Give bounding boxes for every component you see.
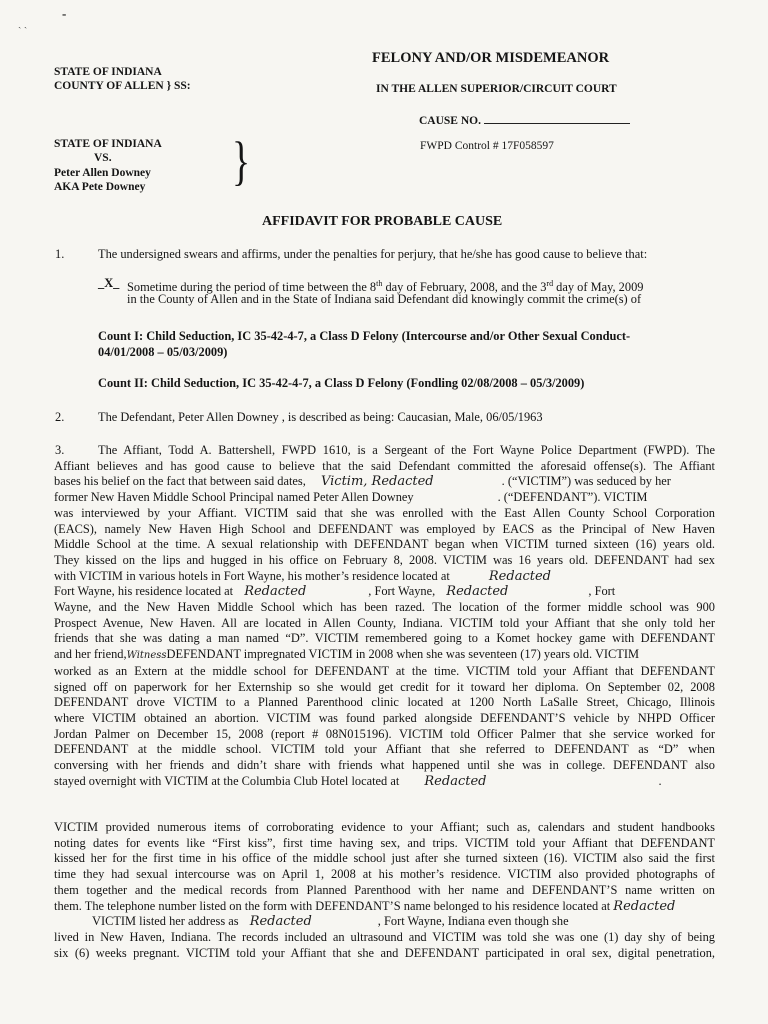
p4-line-text: them. The telephone number listed on the form with DEFENDANT’S name belonged to his residence located at	[54, 898, 611, 913]
p3-line: Middle School at the time. A sexual relationship with DEFENDANT began when VICTIM turned sixteen (16) years old.	[54, 537, 715, 552]
p3-line-text: DEFENDANT impregnated VICTIM in 2008 when she was seventeen (17) years old. VICTIM	[166, 647, 640, 662]
checkbox-x: _X_	[98, 276, 120, 290]
p4-line-text: , Fort Wayne, Indiana even though she	[377, 914, 569, 929]
date-range-text-a: Sometime during the period of time between the 8	[127, 280, 377, 295]
item-1-checkmark	[98, 276, 119, 292]
handwritten-redacted: Redacted	[613, 898, 676, 914]
court-name: IN THE ALLEN SUPERIOR/CIRCUIT COURT	[376, 83, 617, 95]
p3-line: Prospect Avenue, New Haven. All are located in Allen County, Indiana. VICTIM told your Affiant that she only told her	[54, 615, 715, 630]
item-1-number: 1.	[55, 247, 65, 261]
p3-line: Affiant believes and has good cause to believe that the said Defendant committed the aforesaid offense(s). The Affiant	[54, 458, 715, 473]
p4-line	[54, 914, 715, 930]
p3-line: (EACS), namely New Haven High School and DEFENDANT was employed by EACS as the Principal of New Haven	[54, 521, 715, 536]
p3-line: Wayne, and the New Haven Middle School which has been razed. The location of the former middle school was 900	[54, 600, 715, 615]
p3-line-text: Fort Wayne, his residence located at	[54, 584, 234, 599]
p3-line-text: , Fort Wayne,	[368, 584, 436, 599]
p3-line: conversing with her friends and didn’t share with friends what happened until she was in college. DEFENDANT also	[54, 758, 715, 773]
p4-line: time they had sexual intercourse was on April 1, 2008 at his mother’s residence. VICTIM also provided photographs of	[54, 867, 715, 882]
p3-line: They kissed on the lips and hugged in his office on February 8, 2008. VICTIM was 16 years old. DEFENDANT had sex	[54, 552, 715, 567]
caption-brace: }	[232, 131, 251, 191]
p3-line	[54, 584, 715, 600]
date-range-text-c: day of May, 2009	[553, 280, 644, 295]
venue-county-line	[54, 79, 191, 93]
handwritten-redacted: Redacted	[249, 914, 312, 930]
p3-line-text: .	[658, 773, 662, 788]
p3-line: was interviewed by your Affiant. VICTIM said that she was enrolled with the East Allen County School Corporation	[54, 505, 715, 520]
p4-line: kissed her for the first time in his office of the middle school just after she turned sixteen (16). VICTIM also said the first	[54, 851, 715, 866]
stray-mark: ˏ ˎ	[18, 18, 28, 29]
p3-line: friends that she was dating a man named “D”. VICTIM remembered going to a Komet hockey game with DEFENDANT	[54, 631, 715, 646]
p4-line: six (6) weeks pregnant. VICTIM told your Affiant that she and DEFENDANT participated in oral sex, digital penetration,	[54, 945, 715, 960]
venue-block	[54, 65, 191, 93]
p3-line-text: . (“DEFENDANT”). VICTIM	[497, 490, 648, 505]
case-caption	[54, 137, 162, 194]
superscript-th: th	[376, 279, 383, 288]
item-1-text: The undersigned swears and affirms, under the penalties for perjury, that he/she has good cause to believe that:	[98, 247, 648, 261]
handwritten-victim-redacted: Victim, Redacted	[320, 474, 434, 490]
handwritten-redacted: Redacted	[488, 568, 551, 584]
handwritten-witness: Witness	[126, 650, 167, 662]
cause-number-label: CAUSE NO.	[419, 115, 481, 127]
evidence-paragraph	[54, 820, 715, 961]
p4-line: lived in New Haven, Indiana. The records included an ultrasound and VICTIM was told she was one (1) day shy of being	[54, 929, 715, 944]
caption-defendant: Peter Allen Downey	[54, 166, 151, 179]
p3-line	[54, 774, 715, 790]
caption-vs: VS.	[94, 152, 112, 165]
venue-ss: } SS:	[166, 80, 191, 92]
p3-line-text: , Fort	[588, 584, 616, 599]
p3-line	[54, 569, 715, 585]
item-3-number: 3.	[55, 443, 65, 457]
p3-line-text: stayed overnight with VICTIM at the Columbia Club Hotel located at	[54, 773, 400, 788]
p3-line: DEFENDANT drove VICTIM to a Planned Parenthood clinic located at 1200 North LaSalle Street, Chicago, Illinois	[54, 695, 715, 710]
count-1-line-2: 04/01/2008 – 05/03/2009)	[98, 345, 228, 359]
p3-line: signed off on paperwork for her Externship so she would get credit for it toward her diploma. On September 02, 2008	[54, 679, 715, 694]
p3-line	[54, 474, 715, 490]
p3-line: worked as an Extern at the middle school for DEFENDANT at the time. VICTIM told your Affiant that DEFENDANT	[54, 663, 715, 678]
count-2-line: Count II: Child Seduction, IC 35-42-4-7, a Class D Felony (Fondling 02/08/2008 – 05/3/2009)	[98, 376, 585, 390]
p3-line: Jordan Palmer on December 15, 2008 (report # 08N015196). VICTIM told Officer Palmer that she service worked for	[54, 726, 715, 741]
p4-line: them together and the medical records from Planned Parenthood with her name and DEFENDANT’S name written on	[54, 882, 715, 897]
p4-line: noting dates for events like “First kiss”, first time having sex, and trips. VICTIM told your Affiant that DEFENDANT	[54, 835, 715, 850]
p3-line	[54, 647, 715, 664]
affidavit-heading: AFFIDAVIT FOR PROBABLE CAUSE	[262, 214, 503, 229]
count-1-line-1: Count I: Child Seduction, IC 35-42-4-7, a Class D Felony (Intercourse and/or Other Sexual Conduct-	[98, 329, 631, 343]
p3-line: DEFENDANT at the middle school. VICTIM told your Affiant that she referred to DEFENDANT as “D” when	[54, 742, 715, 757]
control-number: FWPD Control # 17F058597	[420, 140, 554, 152]
p3-line-text: with VICTIM in various hotels in Fort Wayne, his mother’s residence located at	[54, 568, 450, 583]
cause-number-blank	[484, 112, 630, 124]
jurisdiction-line: in the County of Allen and in the State of Indiana said Defendant did knowingly commit the crime(s) of	[127, 292, 642, 306]
caption-aka: AKA Pete Downey	[54, 180, 146, 193]
date-range-text-b: day of February, 2008, and the 3	[382, 280, 547, 295]
cause-number-line	[419, 112, 630, 127]
venue-state: STATE OF INDIANA	[54, 66, 162, 78]
venue-county: COUNTY OF ALLEN	[54, 80, 164, 92]
p3-line-text: bases his belief on the fact that between said dates,	[54, 474, 306, 489]
superscript-rd: rd	[546, 279, 554, 288]
stray-dash: -	[62, 6, 67, 21]
defendant-description: The Defendant, Peter Allen Downey , is described as being: Caucasian, Male, 06/05/1963	[98, 410, 543, 424]
p3-line	[54, 490, 715, 506]
p4-line	[54, 899, 715, 915]
p3-line-text: . (“VICTIM”) was seduced by her	[501, 474, 671, 489]
handwritten-redacted: Redacted	[424, 773, 487, 789]
p3-line-text: former New Haven Middle School Principal named Peter Allen Downey	[54, 490, 414, 505]
handwritten-redacted: Redacted	[446, 584, 509, 600]
p4-line-text: VICTIM listed her address as	[92, 914, 239, 929]
caption-plaintiff: STATE OF INDIANA	[54, 138, 162, 150]
p3-line: where VICTIM obtained an abortion. VICTIM was found parked alongside DEFENDANT’S vehicle by NHPD Officer	[54, 710, 715, 725]
filing-type-title: FELONY AND/OR MISDEMEANOR	[372, 50, 610, 66]
item-3-paragraph	[54, 443, 715, 789]
p3-line: The Affiant, Todd A. Battershell, FWPD 1610, is a Sergeant of the Fort Wayne Police Department (FWPD). The	[98, 443, 715, 457]
p3-line-text: and her friend,	[54, 647, 127, 662]
handwritten-redacted: Redacted	[244, 584, 307, 600]
item-2-number: 2.	[55, 410, 65, 424]
p4-line: VICTIM provided numerous items of corroborating evidence to your Affiant; such as, calendars and student handbooks	[54, 820, 715, 834]
